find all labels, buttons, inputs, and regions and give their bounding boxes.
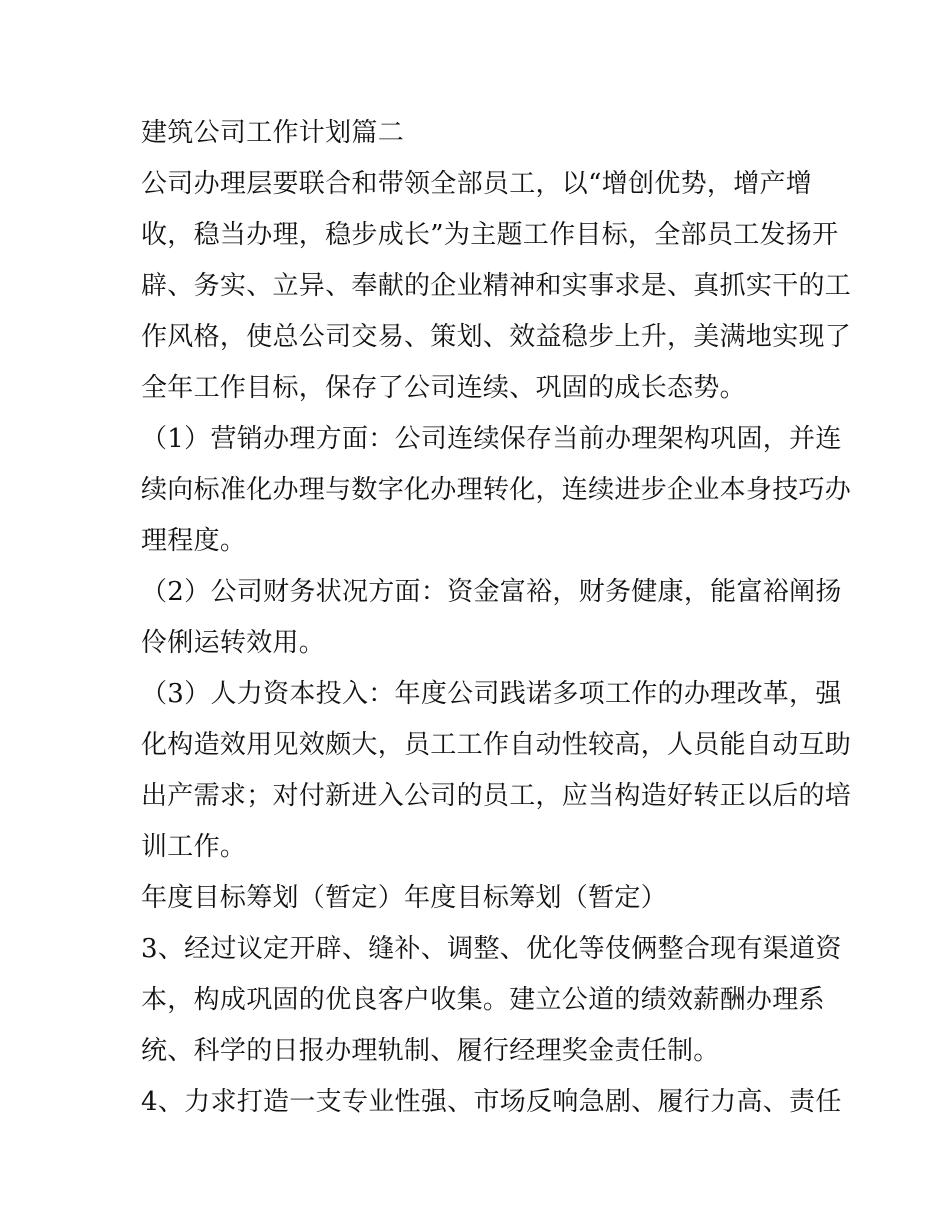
text-line: 收，稳当办理，稳步成长”为主题工作目标，全部员工发扬开 <box>141 220 839 250</box>
text-line: 全年工作目标，保存了公司连续、巩固的成长态势。 <box>141 373 746 403</box>
section-heading: 年度目标筹划（暂定）年度目标筹划（暂定） <box>141 883 668 913</box>
text-line: 伶俐运转效用。 <box>141 628 326 658</box>
text-line: 4、力求打造一支专业性强、市场反响急剧、履行力高、责任 <box>141 1087 842 1117</box>
text-line: 辟、务实、立异、奉献的企业精神和实事求是、真抓实干的工 <box>141 271 852 301</box>
text-line: 出产需求；对付新进入公司的员工，应当构造好转正以后的培 <box>141 781 852 811</box>
text-line: 训工作。 <box>141 832 247 862</box>
text-line: （3）人力资本投入：年度公司践诺多项工作的办理改革，强 <box>141 679 842 709</box>
text-line: 理程度。 <box>141 526 247 556</box>
text-line: 3、经过议定开辟、缝补、调整、优化等伎俩整合现有渠道资 <box>141 934 842 964</box>
text-line: 续向标准化办理与数字化办理转化，连续进步企业本身技巧办 <box>141 475 852 505</box>
document-title: 建筑公司工作计划篇二 <box>141 118 405 148</box>
text-line: 公司办理层要联合和带领全部员工，以“增创优势，增产增 <box>141 169 813 199</box>
text-line: 化构造效用见效颇大，员工工作自动性较高，人员能自动互助 <box>141 730 852 760</box>
text-line: 本，构成巩固的优良客户收集。建立公道的绩效薪酬办理系 <box>141 985 825 1015</box>
text-line: 作风格，使总公司交易、策划、效益稳步上升，美满地实现了 <box>141 322 852 352</box>
text-line: （2）公司财务状况方面：资金富裕，财务健康，能富裕阐扬 <box>141 577 842 607</box>
document-body <box>141 108 852 1128</box>
text-line: 统、科学的日报办理轨制、履行经理奖金责任制。 <box>141 1036 720 1066</box>
text-line: （1）营销办理方面：公司连续保存当前办理架构巩固，并连 <box>141 424 842 454</box>
